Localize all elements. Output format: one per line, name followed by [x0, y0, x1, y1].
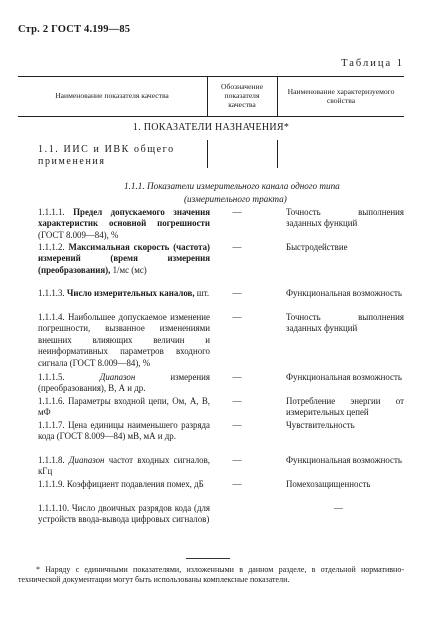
designation-cell: —: [232, 207, 242, 217]
designation-cell: —: [232, 312, 242, 322]
property-cell: Функциональная возможность: [286, 288, 402, 298]
property-cell: —: [334, 503, 343, 513]
designation-cell: —: [232, 242, 242, 252]
indicator-cell: 1.1.1.10. Число двоичных разрядов кода (для устройств ввода-вывода цифровых сигналов): [38, 503, 210, 525]
indicator-cell: 1.1.1.1. Предел допускаемого значения характеристик основной погрешности (ГОСТ 8.009—84), %: [38, 207, 210, 240]
designation-cell: —: [232, 479, 242, 489]
property-cell: Быстродействие: [286, 242, 348, 252]
indicator-cell: 1.1.1.2. Максимальная скорость (частота) измерений (время измерения (преобразования), 1/мс (мс): [38, 242, 210, 275]
designation-cell: —: [232, 372, 242, 382]
property-cell: Точность выполнения заданных функций: [286, 207, 404, 229]
property-cell: Точность выполнения заданных функций: [286, 312, 404, 334]
designation-cell: —: [232, 396, 242, 406]
subsection-title: 1.1. ИИС и ИВК общего применения: [38, 144, 175, 167]
property-cell: Помехозащищенность: [286, 479, 371, 489]
indicator-cell: 1.1.1.7. Цена единицы наименьшего разряда кода (ГОСТ 8.009—84) мВ, мА и др.: [38, 420, 210, 442]
column-header-name: Наименование показателя качества: [55, 91, 169, 100]
indicator-cell: 1.1.1.8. Диапазон частот входных сигналов, кГц: [38, 455, 211, 477]
indicator-cell: 1.1.1.5. Диапазон измерения (преобразования), В, А и др.: [38, 372, 210, 394]
subsubsection-line-2: (измерительного тракта): [184, 194, 287, 204]
section-title: 1. ПОКАЗАТЕЛИ НАЗНАЧЕНИЯ*: [132, 122, 290, 133]
column-divider-1: [207, 76, 208, 116]
column-header-designation: Обозначение показателя качества: [221, 82, 263, 109]
indicator-cell: 1.1.1.6. Параметры входной цепи, Ом, А, В, мФ: [38, 396, 210, 418]
indicator-cell: 1.1.1.3. Число измерительных каналов, шт.: [38, 288, 210, 298]
page-header: Стр. 2 ГОСТ 4.199—85: [18, 24, 131, 35]
subsubsection-title: [124, 180, 394, 206]
property-cell: Чувствительность: [286, 420, 355, 430]
table-title: Таблица 1: [341, 58, 404, 69]
table-top-rule: [18, 76, 404, 77]
column-header-property: Наименование характеризуемого свойства: [287, 87, 395, 105]
designation-cell: —: [232, 420, 242, 430]
property-cell: Потребление энергии от измерительных цепей: [286, 396, 404, 418]
footnote-rule: [186, 558, 230, 559]
table-header-bottom-rule: [18, 116, 404, 117]
designation-cell: —: [232, 288, 242, 298]
footnote: * Наряду с единичными показателями, изложенными в данном разделе, в отдельной нормативно-технической документации могут быть использованы комплексные показатели.: [18, 565, 404, 585]
subsubsection-line-1: 1.1.1. Показатели измерительного канала одного типа: [124, 181, 340, 191]
property-cell: Функциональная возможность: [286, 372, 402, 382]
indicator-cell: 1.1.1.4. Наибольшее допускаемое изменение погрешности, вызванное изменениями внешних влияющих величин и неинформативных параметров входного сигнала (ГОСТ 8.009—84), %: [38, 312, 210, 368]
section-divider-2: [277, 140, 278, 168]
indicator-cell: 1.1.1.9. Коэффициент подавления помех, дБ: [38, 479, 204, 489]
property-cell: Функциональная возможность: [286, 455, 402, 465]
column-divider-2: [277, 76, 278, 116]
designation-cell: —: [232, 455, 242, 465]
